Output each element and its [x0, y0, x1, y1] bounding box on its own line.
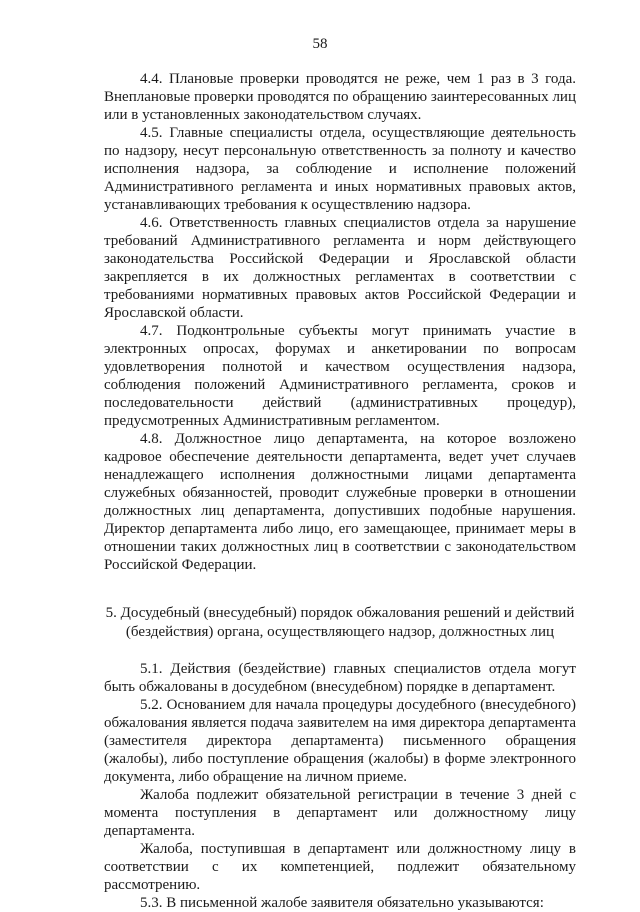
paragraph-5-1: 5.1. Действия (бездействие) главных специалистов отдела могут быть обжалованы в досудебном (внесудебном) порядке в департамент. [104, 661, 576, 695]
paragraph-5-3: 5.3. В письменной жалобе заявителя обязательно указываются: [140, 895, 544, 911]
page-number: 58 [312, 36, 328, 52]
paragraph-4-4: 4.4. Плановые проверки проводятся не реже, чем 1 раз в 3 года. Внеплановые проверки проводятся по обращению заинтересованных лиц или в установленных законодательством случаях. [104, 71, 576, 123]
section-heading: 5. Досудебный (внесудебный) порядок обжалования решений и действий (бездействия) органа, осуществляющего надзор, должностных лиц [105, 605, 575, 640]
paragraph-4-5: 4.5. Главные специалисты отдела, осуществляющие деятельность по надзору, несут персональную ответственность за полноту и качество исполнения надзора, за соблюдение и исполнение положений Административного регламента и иных нормативных правовых актов, устанавливающих требования к осуществлению надзора. [104, 125, 576, 213]
document-body [104, 70, 576, 912]
paragraph-complaint-review: Жалоба, поступившая в департамент или должностному лицу в соответствии с их компетенцией, подлежит обязательному рассмотрению. [104, 841, 576, 893]
paragraph-5-2: 5.2. Основанием для начала процедуры досудебного (внесудебного) обжалования является подача заявителем на имя директора департамента (заместителя директора департамента) письменного обращения (жалобы), либо поступление обращения (жалобы) в форме электронного документа, либо обращение на личном приеме. [104, 697, 576, 785]
paragraph-complaint-registration: Жалоба подлежит обязательной регистрации в течение 3 дней с момента поступления в департамент или должностному лицу департамента. [104, 787, 576, 839]
paragraph-4-8: 4.8. Должностное лицо департамента, на которое возложено кадровое обеспечение деятельности департамента, ведет учет случаев ненадлежащего исполнения должностными лицами департамента служебных обязанностей, проводит служебные проверки в отношении должностных лиц департамента, допустивших подобные нарушения. Директор департамента либо лицо, его замещающее, принимает меры в отношении таких должностных лиц в соответствии с законодательством Российской Федерации. [104, 431, 576, 573]
paragraph-4-7: 4.7. Подконтрольные субъекты могут принимать участие в электронных опросах, форумах и анкетировании по вопросам удовлетворения полнотой и качеством осуществления надзора, соблюдения положений Административного регламента, сроков и последовательности действий (административных процедур), предусмотренных Административным регламентом. [104, 323, 576, 429]
paragraph-4-6: 4.6. Ответственность главных специалистов отдела за нарушение требований Административного регламента и норм действующего законодательства Российской Федерации и Ярославской области закрепляется в их должностных регламентах в соответствии с требованиями нормативных правовых актов Российской Федерации и Ярославской области. [104, 215, 576, 321]
